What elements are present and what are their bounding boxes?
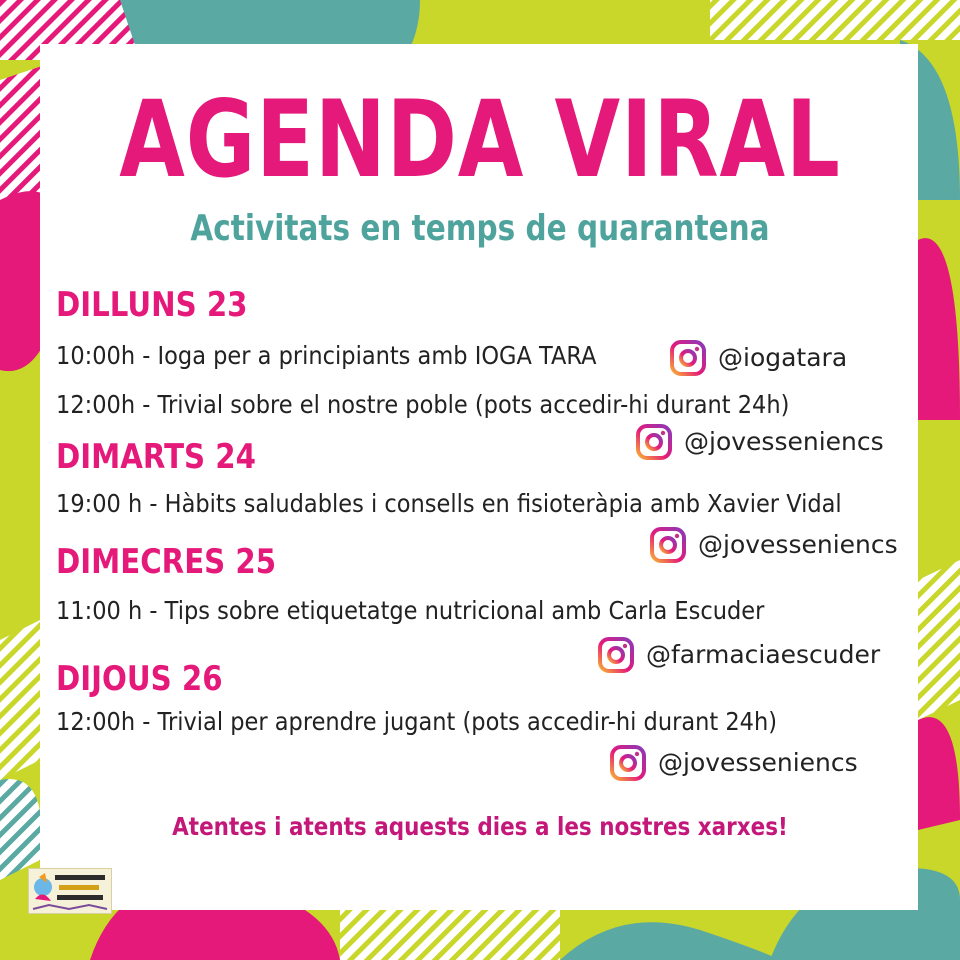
day-heading: DILLUNS 23 — [56, 285, 248, 325]
activity-text: 11:00 h - Tips sobre etiquetatge nutricional amb Carla Escuder — [56, 596, 765, 625]
day-heading: DIJOUS 26 — [56, 659, 223, 699]
instagram-icon — [598, 637, 634, 673]
instagram-link[interactable] — [670, 340, 847, 376]
logo-graphic — [29, 869, 111, 913]
activity-text: 12:00h - Trivial sobre el nostre poble (pots accedir-hi durant 24h) — [56, 390, 790, 419]
day-heading: DIMARTS 24 — [56, 437, 256, 477]
poster-title: AGENDA VIRAL — [119, 78, 841, 201]
instagram-link[interactable] — [610, 745, 858, 781]
instagram-icon — [636, 424, 672, 460]
day-heading: DIMECRES 25 — [56, 542, 277, 582]
association-logo — [28, 868, 112, 914]
instagram-handle: @farmaciaescuder — [646, 640, 881, 669]
instagram-link[interactable] — [598, 637, 880, 673]
activity-text: 19:00 h - Hàbits saludables i consells en fisioteràpia amb Xavier Vidal — [56, 489, 842, 518]
instagram-icon — [610, 745, 646, 781]
instagram-handle: @iogatara — [718, 343, 848, 372]
instagram-icon — [650, 527, 686, 563]
instagram-link[interactable] — [636, 424, 884, 460]
footer-message: Atentes i atents aquests dies a les nostres xarxes! — [172, 812, 788, 841]
instagram-handle: @jovesseniencs — [698, 530, 898, 559]
instagram-handle: @jovesseniencs — [658, 748, 858, 777]
instagram-handle: @jovesseniencs — [684, 427, 884, 456]
instagram-link[interactable] — [650, 527, 898, 563]
poster-subtitle: Activitats en temps de quarantena — [190, 208, 770, 249]
activity-text: 12:00h - Trivial per aprendre jugant (pots accedir-hi durant 24h) — [56, 707, 778, 736]
instagram-icon — [670, 340, 706, 376]
activity-text: 10:00h - Ioga per a principiants amb IOGA TARA — [56, 341, 597, 370]
